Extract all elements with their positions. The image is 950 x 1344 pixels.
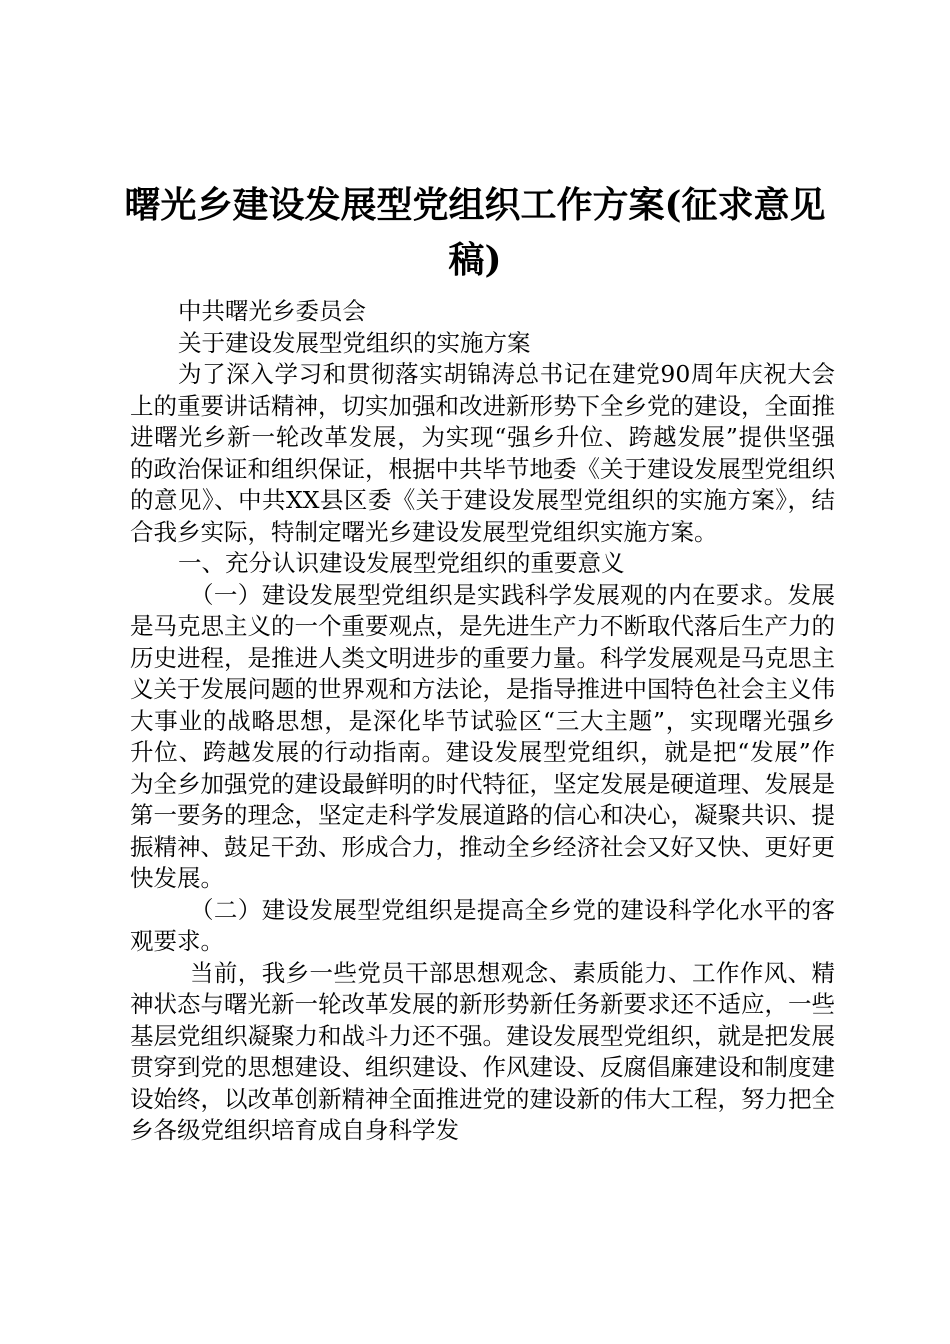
subtitle-line: 关于建设发展型党组织的实施方案 (178, 328, 531, 357)
subsection-paragraph-2: （二）建设发展型党组织是提高全乡党的建设科学化水平的客观要求。 (130, 895, 835, 955)
section-heading-1: 一、充分认识建设发展型党组织的重要意义 (178, 549, 625, 577)
issuer-line: 中共曙光乡委员会 (178, 297, 366, 325)
subsection-paragraph-1: （一）建设发展型党组织是实践科学发展观的内在要求。发展是马克思主义的一个重要观点，是先进生产力不断取代落后生产力的历史进程，是推进人类文明进步的重要力量。科学发展观是马克思主义关于发展问题的世界观和方法论，是指导推进中国特色社会主义伟大事业的战略思想，是深化毕节试验区“三大主题”，实现曙光强乡升位、跨越发展的行动指南。建设发展型党组织，就是把“发展”作为全乡加强党的建设最鲜明的时代特征，坚定发展是硬道理、发展是第一要务的理念，坚定走科学发展道路的信心和决心，凝聚共识、提振精神、鼓足干劲、形成合力，推动全乡经济社会又好又快、更好更快发展。 (130, 580, 835, 892)
document-title: 曙光乡建设发展型党组织工作方案(征求意见稿) (124, 184, 826, 281)
intro-paragraph: 为了深入学习和贯彻落实胡锦涛总书记在建党90周年庆祝大会上的重要讲话精神，切实加强和改进新形势下全乡党的建设，全面推进曙光乡新一轮改革发展，为实现“强乡升位、跨越发展”提供坚强的政治保证和组织保证，根据中共毕节地委《关于建设发展型党组织的意见》、中共XX县区委《关于建设发展型党组织的实施方案》，结合我乡实际，特制定曙光乡建设发展型党组织实施方案。 (130, 360, 835, 546)
document-body (130, 296, 835, 1147)
body-paragraph: 当前，我乡一些党员干部思想观念、素质能力、工作作风、精神状态与曙光新一轮改革发展的新形势新任务新要求还不适应，一些基层党组织凝聚力和战斗力还不强。建设发展型党组织，就是把发展贯穿到党的思想建设、组织建设、作风建设、反腐倡廉建设和制度建设始终，以改革创新精神全面推进党的建设新的伟大工程，努力把全乡各级党组织培育成自身科学发 (130, 958, 835, 1144)
